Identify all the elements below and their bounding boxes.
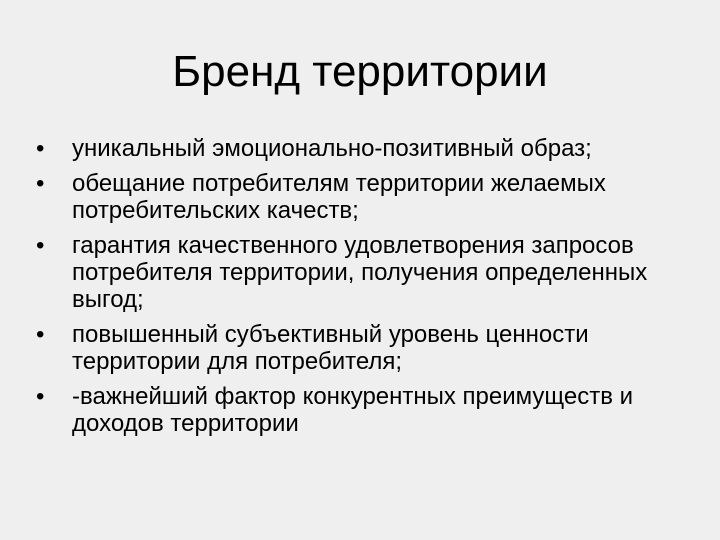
bullet-icon: • [36,135,45,162]
bullet-icon: • [36,232,45,259]
slide-title: Бренд территории [172,47,548,96]
bullet-text-4: повышенный субъективный уровень ценности территории для потребителя; [72,321,589,375]
bullet-icon: • [36,170,45,197]
bullet-text-1: уникальный эмоционально-позитивный образ; [72,135,592,162]
bullet-item-5 [36,383,696,437]
bullet-item-1 [36,135,696,162]
bullet-icon: • [36,383,45,410]
bullet-icon: • [36,321,45,348]
bullet-item-2 [36,170,696,224]
bullet-text-2: обещание потребителям территории желаемых потребительских качеств; [72,170,606,224]
bullet-item-3 [36,232,696,313]
bullet-item-4 [36,321,696,375]
bullet-text-5: -важнейший фактор конкурентных преимуществ и доходов территории [72,383,634,437]
bullet-list [36,135,696,445]
bullet-text-3: гарантия качественного удовлетворения запросов потребителя территории, получения определенных выгод; [72,232,648,313]
